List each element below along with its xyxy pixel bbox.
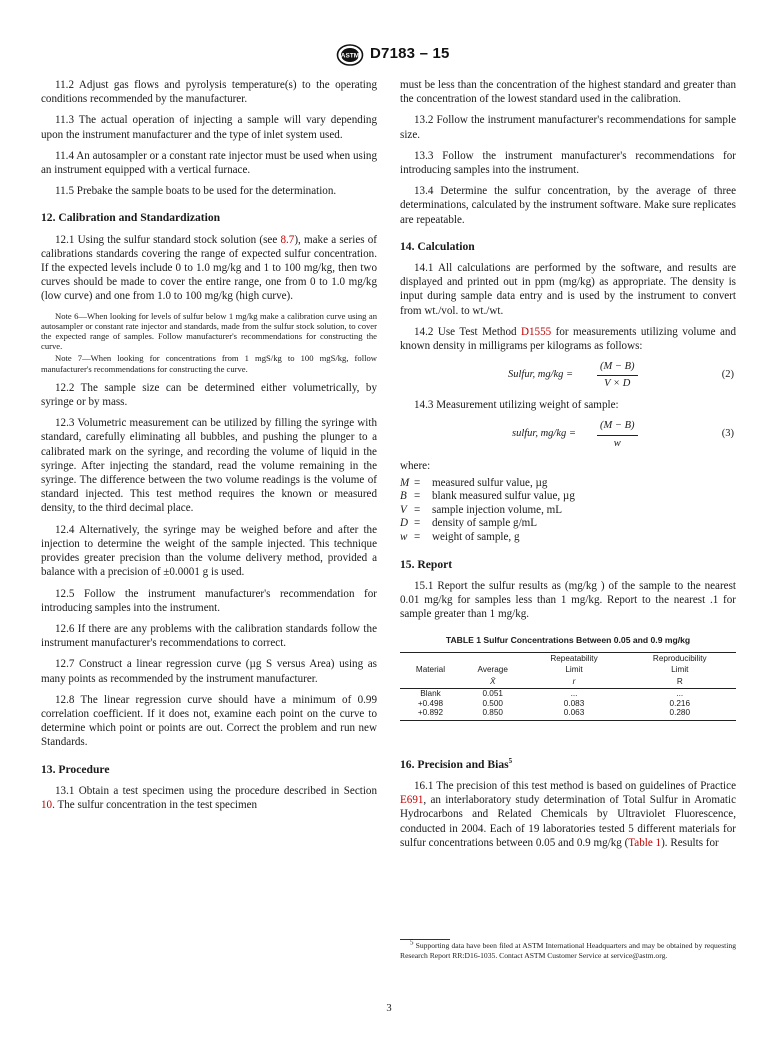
- table-header-repeatability-limit: Limit: [565, 665, 583, 675]
- definition-text: measured sulfur value, µg: [432, 476, 548, 489]
- cell-repeatability: 0.063: [524, 708, 623, 720]
- paragraph-12-6: 12.6 If there are any problems with the calibration standards follow the instrument manufacturer's recommendations to correct.: [41, 622, 377, 650]
- where-label: where:: [400, 460, 431, 473]
- definition-symbol: D: [400, 517, 409, 530]
- equation-2-denominator: V × D: [604, 378, 631, 390]
- cell-reproducibility: 0.216: [669, 698, 691, 708]
- footnote-text: Supporting data have been filed at ASTM International Headquarters and may be obtained by requesting Research Report RR:D16-1035. Contact ASTM Customer Service at service@astm.org.: [400, 941, 736, 960]
- cell-average: 0.051: [482, 689, 503, 699]
- paragraph-15-1: 15.1 Report the sulfur results as (mg/kg ) of the sample to the nearest 0.01 mg/kg for samples less than 1 mg/kg. Report to the nearest .1 for sample greater than 1 mg/kg.: [400, 579, 736, 621]
- definition-symbol: V: [400, 503, 407, 516]
- table-header-material: Material: [415, 665, 446, 675]
- definition-text: blank measured sulfur value, µg: [432, 490, 575, 503]
- table-header-average: Average: [477, 665, 508, 675]
- paragraph-13-1: [41, 784, 377, 812]
- reference-link-table-1[interactable]: Table 1: [628, 836, 662, 849]
- footnote-number: 5: [410, 938, 414, 947]
- paragraph-11-2: 11.2 Adjust gas flows and pyrolysis temperature(s) to the operating conditions recommended by the manufacturer.: [41, 79, 377, 106]
- paragraph-16-1-text-c: ). Results for: [661, 836, 719, 849]
- paragraph-11-4: 11.4 An autosampler or a constant rate injector must be used when using an instrument equipped with a vertical furnace.: [41, 149, 377, 177]
- table-1-title: TABLE 1 Sulfur Concentrations Between 0.05 and 0.9 mg/kg: [445, 635, 691, 646]
- cell-repeatability: 0.083: [563, 698, 585, 708]
- table-row: [400, 699, 736, 709]
- cell-repeatability: ...: [570, 689, 578, 699]
- cell-reproducibility: 0.280: [624, 708, 736, 720]
- equation-3-numerator: (M − B): [597, 419, 638, 435]
- right-column: [400, 78, 736, 857]
- definition-v: V = sample injection volume, mL: [400, 503, 563, 516]
- definition-d: D = density of sample g/mL: [400, 517, 538, 530]
- equation-3-fraction: [597, 419, 638, 450]
- table-header-repeatability: Repeatability: [524, 652, 623, 664]
- paragraph-11-3: 11.3 The actual operation of injecting a sample will vary depending upon the instrument manufacturer and the type of inlet system used.: [41, 114, 377, 141]
- footnote-marker-5[interactable]: 5: [508, 756, 513, 765]
- paragraph-13-1-text-b: . The sulfur concentration in the test specimen: [52, 798, 258, 811]
- equation-3: [400, 419, 736, 449]
- paragraph-13-1-text-a: 13.1 Obtain a test specimen using the procedure described in Section: [55, 784, 377, 797]
- definition-w: w = weight of sample, g: [400, 531, 520, 544]
- table-header-reproducibility-symbol: R: [624, 676, 736, 688]
- cell-average: 0.500: [482, 698, 503, 708]
- paragraph-14-2: [400, 325, 736, 353]
- definition-b: B = blank measured sulfur value, µg: [400, 490, 575, 503]
- paragraph-16-1: [400, 779, 736, 850]
- symbol-definitions: [400, 477, 736, 545]
- footnote-5: [400, 938, 736, 960]
- note-7: Note 7—When looking for concentrations from 1 mgS/kg to 100 mgS/kg, follow manufacturer's recommendations for constructing the curve.: [41, 353, 377, 374]
- table-header-reproducibility: Reproducibility: [624, 652, 736, 664]
- paragraph-14-3: 14.3 Measurement utilizing weight of sample:: [414, 399, 619, 412]
- definition-symbol: M: [400, 476, 410, 489]
- paragraph-12-7: 12.7 Construct a linear regression curve (µg S versus Area) using as many points as recommended by the instrument manufacturer.: [41, 658, 377, 685]
- paragraph-16-1-text-b: , an interlaboratory study determination of Total Sulfur in Aromatic Hydrocarbons and Related Chemicals by Ultraviolet Fluorescence, conducted in 2004. Each of 19 laboratories tested 5 different materials for sulfur concentrations between 0.05 and 0.9 mg/kg (: [400, 794, 736, 849]
- equation-2-numerator: (M − B): [597, 360, 638, 376]
- equation-2: [400, 360, 736, 390]
- cell-material: +0.892: [400, 708, 461, 720]
- table-spacer: [400, 721, 736, 745]
- page-number: 3: [386, 1003, 392, 1014]
- cell-material: Blank: [420, 689, 441, 699]
- paragraph-14-1: 14.1 All calculations are performed by the software, and results are displayed and printed out in ppm (mg/kg) as appropriate. The density is input during sample data entry and is used by the instrument to convert from wt./vol. to wt./wt.: [400, 262, 736, 317]
- section-14-heading: 14. Calculation: [400, 239, 475, 253]
- equation-2-lhs: Sulfur, mg/kg =: [508, 369, 574, 381]
- section-13-heading: 13. Procedure: [41, 762, 110, 776]
- table-header-average-symbol: X̄: [461, 676, 525, 688]
- section-16-title: 16. Precision and Bias: [400, 757, 509, 771]
- definition-m: M = measured sulfur value, µg: [400, 476, 548, 489]
- section-12-heading: 12. Calibration and Standardization: [41, 211, 221, 225]
- table-header-material-sym: [400, 676, 461, 688]
- definition-text: weight of sample, g: [432, 531, 520, 544]
- paragraph-12-5: 12.5 Follow the instrument manufacturer's recommendation for introducing samples into the instrument.: [41, 587, 377, 614]
- paragraph-13-3: 13.3 Follow the instrument manufacturer's recommendations for introducing samples into the instrument.: [400, 149, 736, 177]
- paragraph-14-2-text-b: for measurements utilizing volume and known density in milligrams per kilograms as follows:: [400, 325, 736, 353]
- equation-3-lhs: sulfur, mg/kg =: [512, 428, 576, 440]
- paragraph-13-2: 13.2 Follow the instrument manufacturer's recommendations for sample size.: [400, 114, 736, 141]
- left-column: [41, 78, 377, 819]
- svg-text:ASTM: ASTM: [340, 52, 360, 60]
- equation-2-fraction: [597, 360, 638, 391]
- table-header-material-spacer: [400, 652, 461, 664]
- paragraph-12-8: 12.8 The linear regression curve should have a minimum of 0.99 correlation coefficient. If it does not, examine each point on the curve to determine which point or points are out. Correct the problem and run new Standards.: [41, 693, 377, 749]
- equation-2-number: (2): [721, 369, 734, 381]
- note-6: Note 6—When looking for levels of sulfur below 1 mg/kg make a calibration curve using an autosampler or constant rate injector and standards, made from the sulfur stock solution, to cover the expected range of samples. Follow manufacturer's recommendations for constructing the curve.: [41, 310, 377, 352]
- definition-text: sample injection volume, mL: [432, 503, 563, 516]
- cell-average: 0.850: [461, 708, 525, 720]
- equation-3-denominator: w: [613, 437, 621, 449]
- definition-symbol: B: [400, 490, 407, 503]
- cell-material: +0.498: [417, 698, 444, 708]
- paragraph-14-2-text-a: 14.2 Use Test Method: [414, 325, 521, 338]
- paragraph-12-3: 12.3 Volumetric measurement can be utilized by filling the syringe with standard, carefully eliminating all bubbles, and pushing the plunger to a calibrated mark on the syringe, and recording the volume of liquid in the syringe. After injecting the standard, read the volume remaining in the syringe. The difference between the two volume readings is the volume of standard injected. This test method requires the known or measured density, to the third decimal place.: [41, 417, 377, 515]
- paragraph-12-1-text-a: 12.1 Using the sulfur standard stock solution (see: [55, 233, 281, 246]
- definition-text: density of sample g/mL: [432, 517, 538, 530]
- table-row: [400, 708, 736, 720]
- astm-logo: [336, 44, 364, 71]
- reference-link-section-10[interactable]: 10: [41, 798, 53, 811]
- definition-symbol: w: [400, 531, 408, 544]
- document-designation: D7183 – 15: [370, 45, 450, 62]
- section-16-heading: [400, 758, 736, 772]
- paragraph-12-1-text-b: ), make a series of calibrations standards covering the range of expected sulfur concentration. If the expected levels include 0 to 1.0 mg/kg and 1 to 100 mg/kg, then two curves should be made to cover the entire range, one from 0 to 1.0 mg/kg (low curve) and one from 1.0 to 100 mg/kg (high curve).: [41, 233, 378, 303]
- table-header-average-spacer: [461, 652, 525, 664]
- reference-link-e691[interactable]: E691: [400, 794, 424, 807]
- paragraph-13-1-continued: must be less than the concentration of the highest standard and greater than the concentration of the lowest standard used in the calibration.: [400, 79, 736, 106]
- reference-link-d1555[interactable]: D1555: [521, 325, 552, 338]
- paragraph-11-5: 11.5 Prebake the sample boats to be used for the determination.: [55, 185, 337, 198]
- reference-link-8-7[interactable]: 8.7: [280, 233, 295, 246]
- footnote-divider: [400, 939, 450, 940]
- table-header-reproducibility-limit: Limit: [671, 665, 689, 675]
- page-header: [0, 42, 778, 68]
- equation-3-number: (3): [721, 428, 734, 440]
- cell-reproducibility: ...: [676, 689, 684, 699]
- table-1: [400, 652, 736, 721]
- table-row: [400, 689, 736, 699]
- paragraph-12-4: 12.4 Alternatively, the syringe may be weighed before and after the injection to determine the weight of the sample injected. This technique provides greater precision than the volume delivery method, provided a balance with a precision of ±0.0001 g is used.: [41, 523, 377, 579]
- paragraph-12-2: 12.2 The sample size can be determined either volumetrically, by syringe or by mass.: [41, 381, 377, 409]
- table-header-repeatability-symbol: r: [524, 676, 623, 688]
- paragraph-16-1-text-a: 16.1 The precision of this test method is based on guidelines of Practice: [414, 780, 736, 793]
- paragraph-12-1: [41, 233, 377, 304]
- section-15-heading: 15. Report: [400, 557, 453, 571]
- paragraph-13-4: 13.4 Determine the sulfur concentration, by the average of three determinations, calculated by the instrument software. Make sure replicates are repeatable.: [400, 185, 736, 226]
